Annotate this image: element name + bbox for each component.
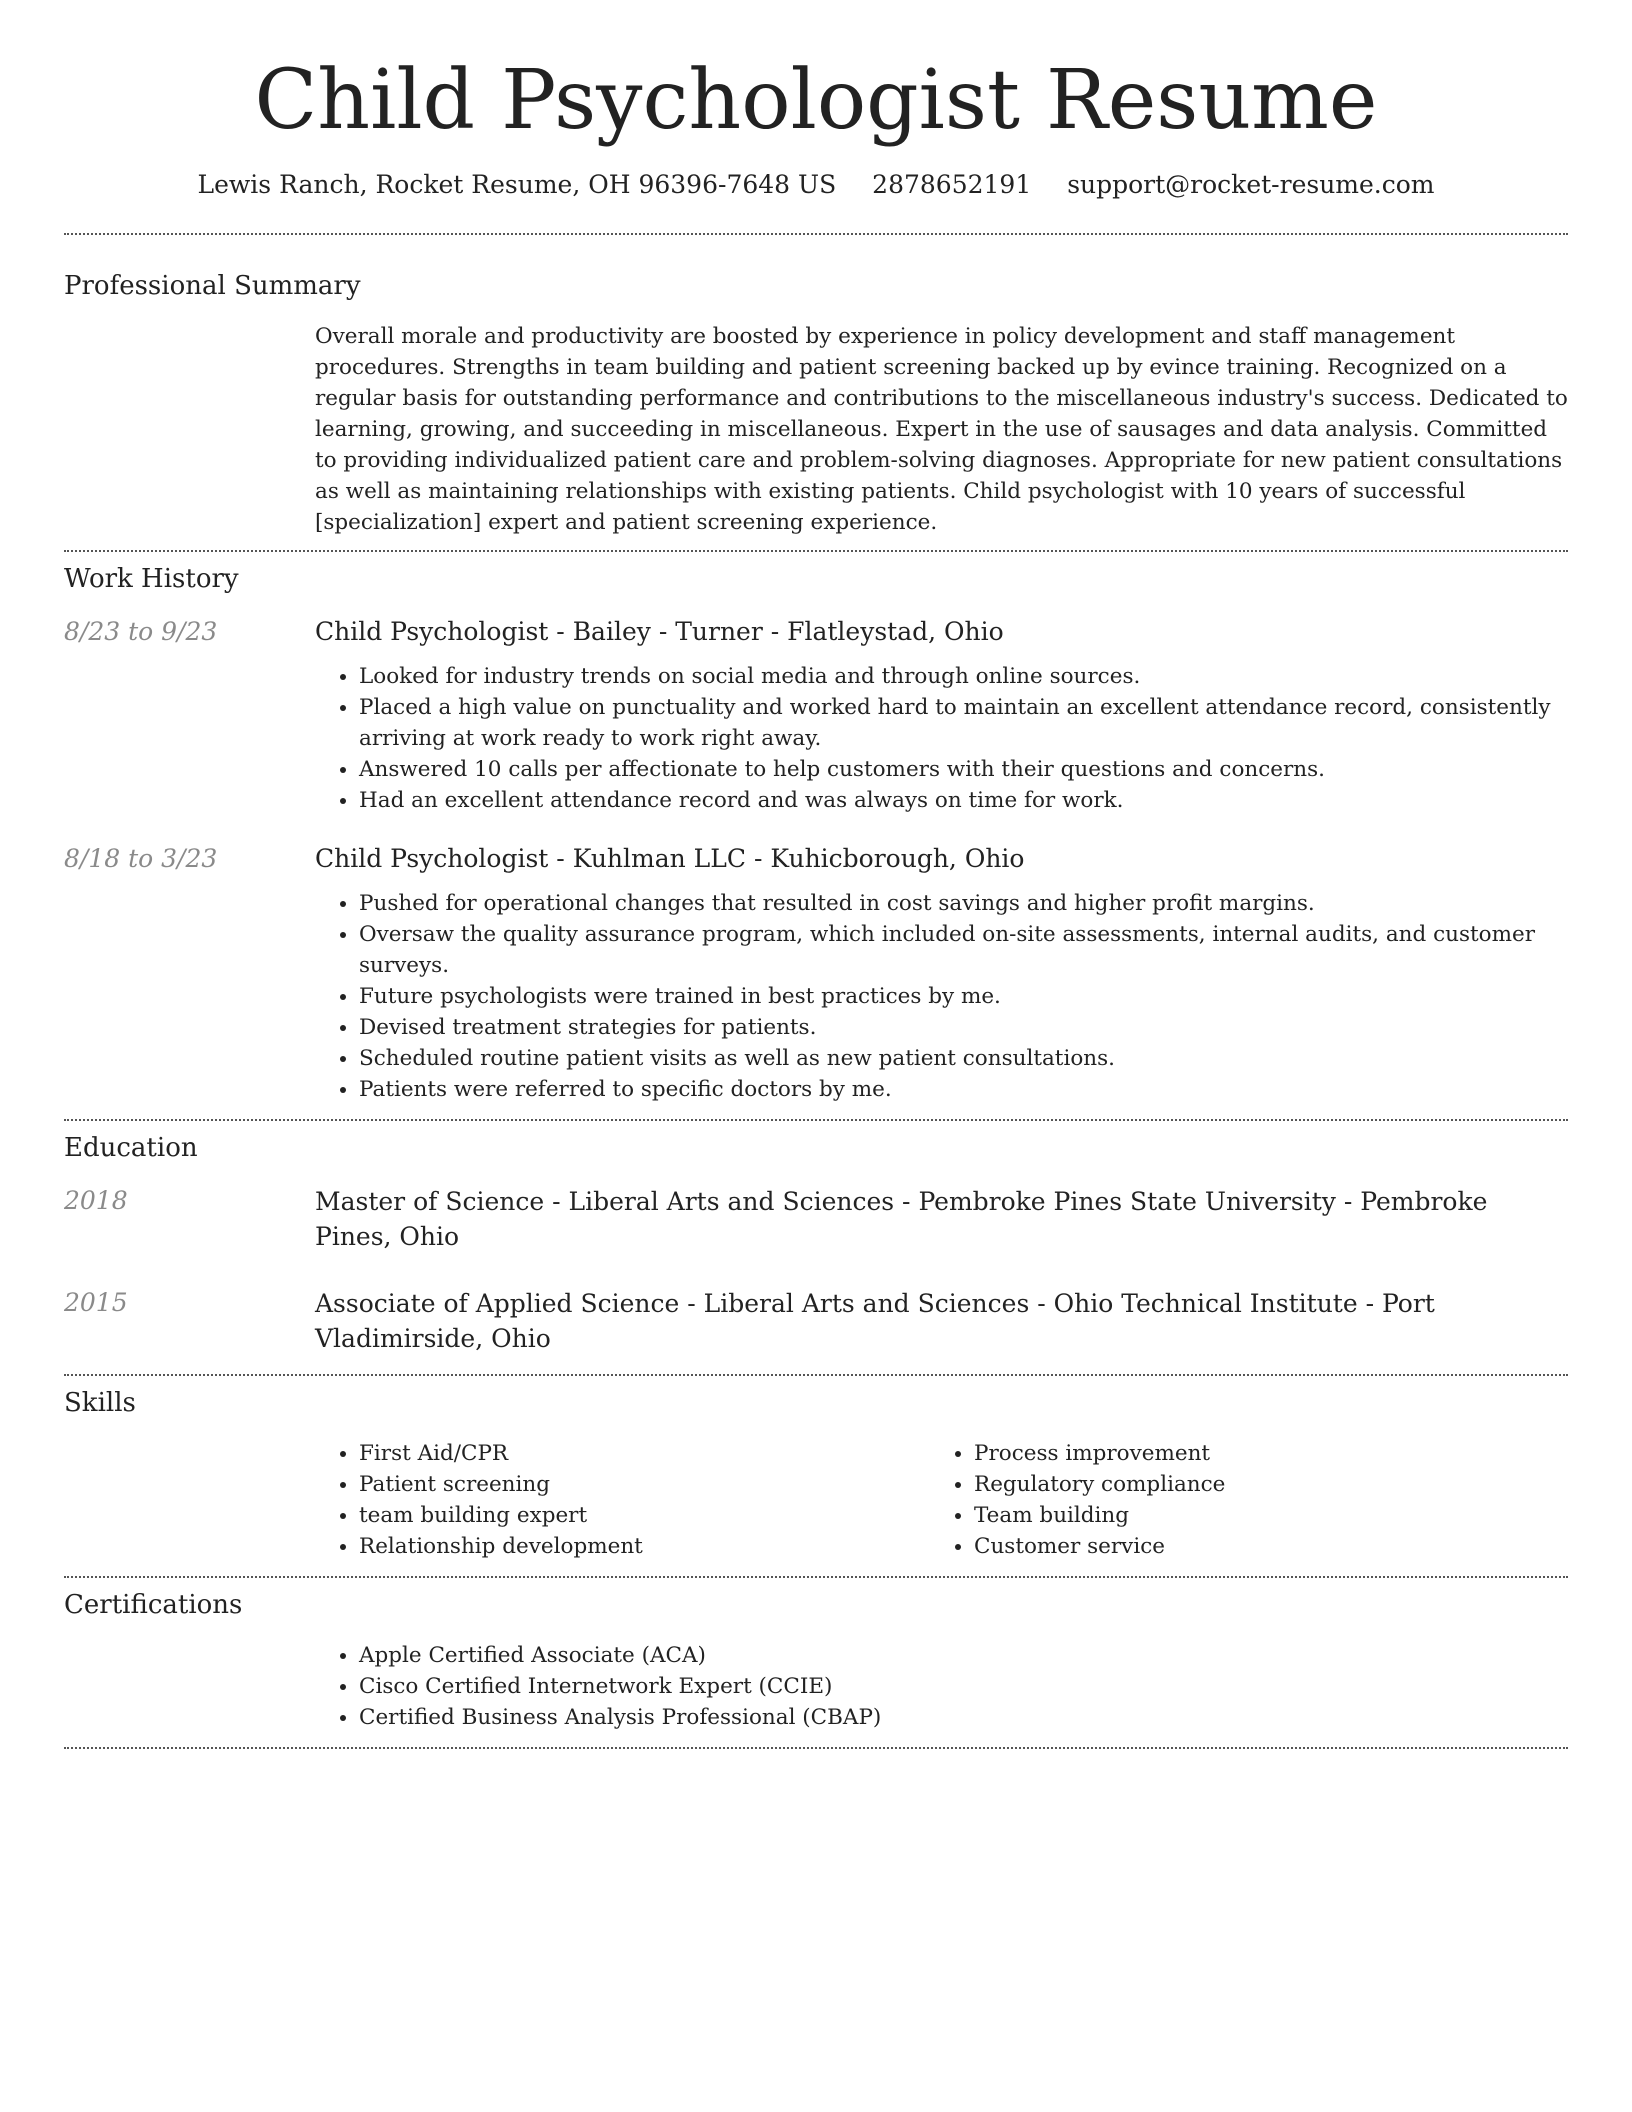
education-year: 2015 — [64, 1288, 128, 1318]
summary-text: Overall morale and productivity are boosted by experience in policy development and staff management procedures. Strengths in team building and patient screening backed up by evince training. Recognized on a regular basis for outstanding performance and contributions to the miscellaneous industry's success. Dedicated to learning, growing, and succeeding in miscellaneous. Expert in the use of sausages and data analysis. Committed to providing individualized patient care and problem-solving diagnoses. Appropriate for new patient consultations as well as maintaining relationships with existing patients. Child psychologist with 10 years of successful [specialization] expert and patient screening experience. — [315, 324, 1568, 536]
contact-address: Lewis Ranch, Rocket Resume, OH 96396-7648 US — [197, 170, 837, 200]
list-item: • Devised treatment strategies for patients. — [359, 1012, 1568, 1043]
summary-section — [64, 235, 1568, 550]
list-item: • Oversaw the quality assurance program, which included on-site assessments, internal audits, and customer surveys. — [359, 919, 1568, 981]
education-school: - Pembroke Pines State University - Pembroke Pines, Ohio — [315, 1187, 1488, 1252]
skills-list-left — [315, 1438, 930, 1562]
job-heading: Child Psychologist - Bailey - Turner - Flatleystad, Ohio — [315, 617, 1004, 647]
education-body — [315, 1184, 1568, 1254]
job-dates: 8/23 to 9/23 — [64, 617, 218, 647]
education-entry — [64, 1184, 1568, 1254]
resume-title: Child Psychologist Resume — [254, 53, 1378, 148]
list-item: • Cisco Certified Internetwork Expert (CCIE) — [359, 1671, 1568, 1702]
section-title-certifications: Certifications — [64, 1590, 243, 1621]
resume-header — [64, 0, 1568, 199]
work-section — [64, 552, 1568, 1119]
list-item: • Pushed for operational changes that resulted in cost savings and higher profit margins. — [359, 888, 1568, 919]
job-body — [315, 842, 1568, 1105]
list-item: • Patient screening — [359, 1469, 930, 1500]
certifications-list — [315, 1640, 1568, 1733]
list-item: • Scheduled routine patient visits as well as new patient consultations. — [359, 1043, 1568, 1074]
skills-section — [64, 1376, 1568, 1576]
section-title-work: Work History — [64, 564, 239, 595]
list-item: • Certified Business Analysis Professional (CBAP) — [359, 1702, 1568, 1733]
list-item: • Patients were referred to specific doctors by me. — [359, 1074, 1568, 1105]
contact-phone: 2878652191 — [872, 170, 1032, 200]
job-dates: 8/18 to 3/23 — [64, 844, 218, 874]
list-item: • Answered 10 calls per affectionate to help customers with their questions and concerns. — [359, 754, 1568, 785]
education-year: 2018 — [64, 1186, 128, 1216]
job-body — [315, 615, 1568, 816]
job-bullets — [315, 888, 1568, 1105]
job-entry — [64, 842, 1568, 1105]
education-section — [64, 1121, 1568, 1374]
list-item: • Had an excellent attendance record and was always on time for work. — [359, 785, 1568, 816]
certifications-content — [315, 1640, 1568, 1747]
contact-email: support@rocket-resume.com — [1067, 170, 1435, 200]
skills-list-right — [930, 1438, 1545, 1562]
section-title-education: Education — [64, 1133, 198, 1164]
list-item: • Process improvement — [974, 1438, 1545, 1469]
education-degree: Associate of Applied Science - Liberal Arts and Sciences — [315, 1289, 1030, 1319]
section-divider — [64, 1747, 1568, 1749]
list-item: • team building expert — [359, 1500, 930, 1531]
list-item: • First Aid/CPR — [359, 1438, 930, 1469]
job-heading: Child Psychologist - Kuhlman LLC - Kuhicborough, Ohio — [315, 844, 1025, 874]
job-bullets — [315, 661, 1568, 816]
list-item: • Looked for industry trends on social media and through online sources. — [359, 661, 1568, 692]
list-item: • Relationship development — [359, 1531, 930, 1562]
list-item: • Regulatory compliance — [974, 1469, 1545, 1500]
list-item: • Future psychologists were trained in best practices by me. — [359, 981, 1568, 1012]
list-item: • Team building — [974, 1500, 1545, 1531]
certifications-section — [64, 1578, 1568, 1747]
contact-line — [64, 170, 1568, 199]
section-title-summary: Professional Summary — [64, 271, 361, 302]
section-title-skills: Skills — [64, 1388, 136, 1419]
education-entry — [64, 1286, 1568, 1356]
list-item: • Apple Certified Associate (ACA) — [359, 1640, 1568, 1671]
job-entry — [64, 615, 1568, 816]
skills-columns — [315, 1438, 1568, 1576]
education-degree: Master of Science - Liberal Arts and Sciences — [315, 1187, 895, 1217]
list-item: • Customer service — [974, 1531, 1545, 1562]
list-item: • Placed a high value on punctuality and worked hard to maintain an excellent attendance record, consistently arriving at work ready to work right away. — [359, 692, 1568, 754]
education-school: - Ohio Technical Institute - Port Vladimirside, Ohio — [315, 1289, 1435, 1354]
education-body — [315, 1286, 1568, 1356]
